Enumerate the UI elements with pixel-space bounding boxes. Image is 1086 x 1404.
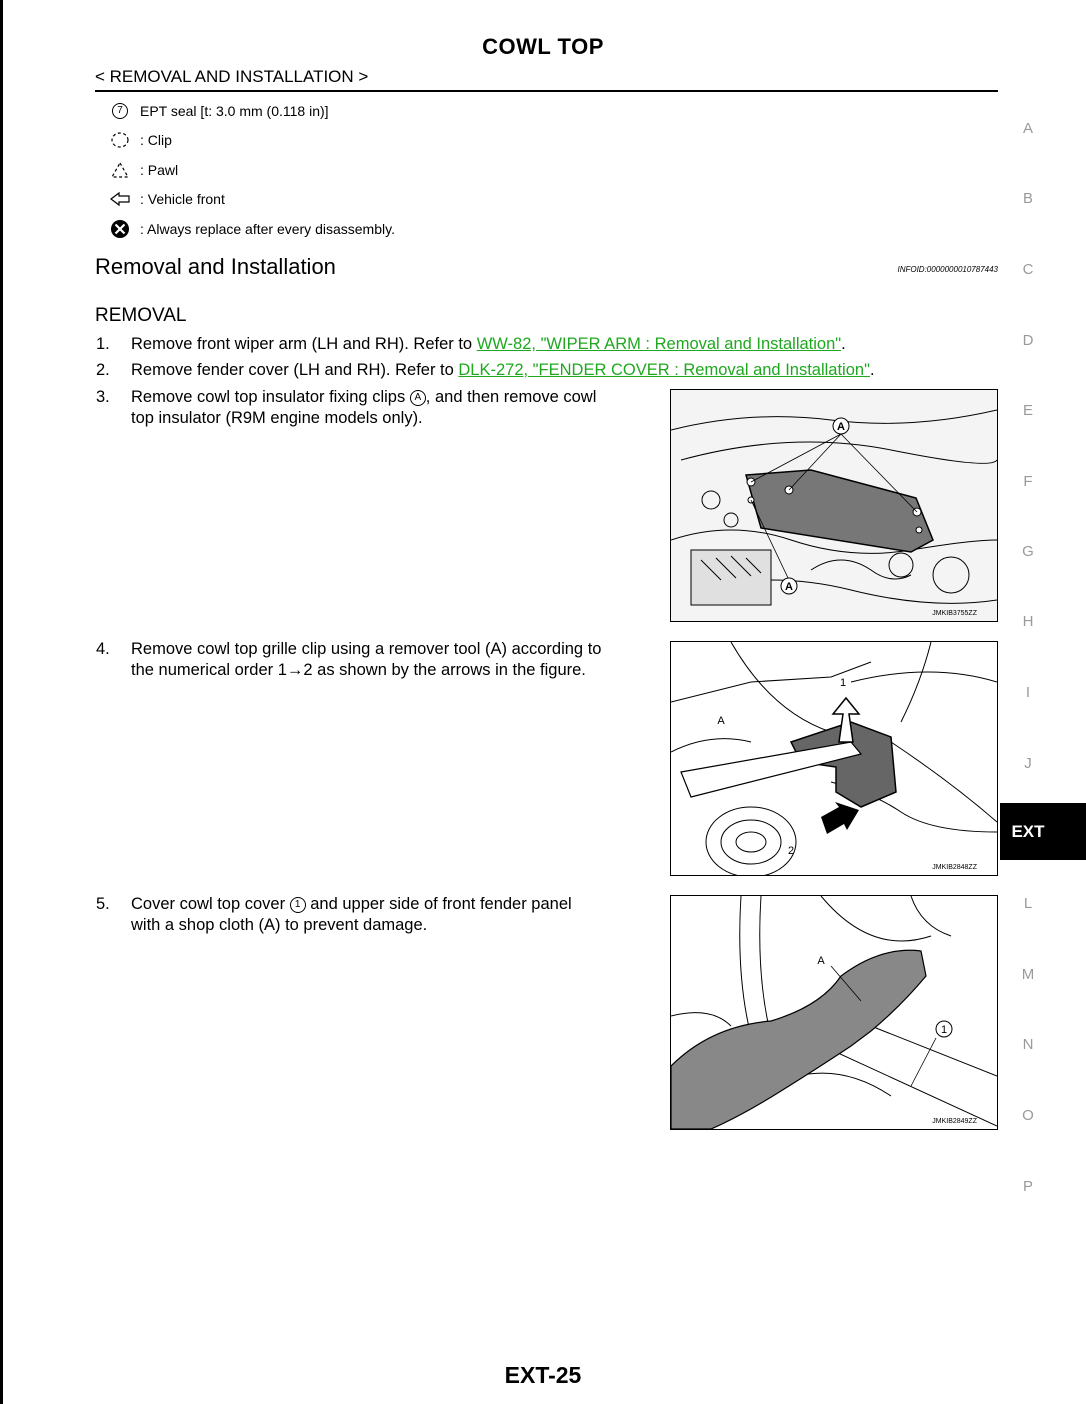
sidebar-letter-f[interactable]: F <box>1023 473 1033 490</box>
pawl-icon <box>108 160 132 180</box>
legend-text: : Always replace after every disassembly. <box>140 221 395 237</box>
vehicle-front-arrow-icon <box>108 189 132 209</box>
circled-number-7-icon: 7 <box>108 101 132 121</box>
step-3: 3. Remove cowl top insulator fixing clips A , and then remove cowl top insulator (R9M engine models only). <box>96 388 597 427</box>
figure-cowl-insulator <box>670 389 998 622</box>
figure-label: A <box>785 581 793 593</box>
sidebar-letter-b[interactable]: B <box>1022 190 1033 207</box>
figure-label: 2 <box>787 845 795 857</box>
header-rule <box>95 90 998 92</box>
sidebar-letter-d[interactable]: D <box>1022 332 1034 349</box>
sidebar-letter-l[interactable]: L <box>1023 895 1033 912</box>
legend-item-always-replace <box>108 219 395 239</box>
legend-item-vehicle-front <box>108 189 225 209</box>
legend-text: : Clip <box>140 132 172 148</box>
figure-label: 1 <box>940 1024 948 1036</box>
figure-label: 1 <box>839 677 847 689</box>
legend-text: : Vehicle front <box>140 191 225 207</box>
figure-label: A <box>717 715 725 727</box>
circled-letter-a-icon: A <box>410 390 426 406</box>
legend-text: EPT seal [t: 3.0 mm (0.118 in)] <box>140 103 329 119</box>
sidebar-letter-g[interactable]: G <box>1022 543 1034 560</box>
page-title: COWL TOP <box>482 34 604 59</box>
clip-icon <box>108 130 132 150</box>
sidebar-letter-m[interactable]: M <box>1021 966 1035 983</box>
section-heading: Removal and Installation <box>95 254 336 279</box>
sidebar-letter-e[interactable]: E <box>1022 402 1033 419</box>
figure-id: JMKIB2848ZZ <box>932 864 977 871</box>
page-number: EXT-25 <box>504 1362 582 1388</box>
legend-item-clip <box>108 130 172 150</box>
figure-shop-cloth <box>670 895 998 1130</box>
sidebar-letter-c[interactable]: C <box>1022 261 1034 278</box>
always-replace-icon <box>108 219 132 239</box>
page-left-border <box>0 0 3 1404</box>
sidebar-tab-ext[interactable]: EXT <box>1000 803 1086 860</box>
link-fender-cover[interactable]: DLK-272, "FENDER COVER : Removal and Installation" <box>458 361 870 379</box>
figure-id: JMKIB3755ZZ <box>932 610 977 617</box>
circled-number-1-icon: 1 <box>290 897 306 913</box>
sidebar-letter-p[interactable]: P <box>1022 1178 1033 1195</box>
sidebar-letter-n[interactable]: N <box>1022 1036 1034 1053</box>
legend-item-ept-seal <box>108 101 329 121</box>
figure-label: A <box>817 955 825 967</box>
sidebar-letter-i[interactable]: I <box>1025 684 1031 701</box>
subheading: REMOVAL <box>95 305 187 326</box>
sidebar-letter-o[interactable]: O <box>1022 1107 1034 1124</box>
figure-id: JMKIB2849ZZ <box>932 1118 977 1125</box>
info-id: INFOID:0000000010787443 <box>897 265 998 274</box>
figure-grille-clip <box>670 641 998 876</box>
link-wiper-arm[interactable]: WW-82, "WIPER ARM : Removal and Installation" <box>476 335 842 353</box>
legend-item-pawl <box>108 160 178 180</box>
figure-label: A <box>837 421 845 433</box>
sidebar-letter-h[interactable]: H <box>1022 613 1034 630</box>
legend-text: : Pawl <box>140 162 179 178</box>
section-header: < REMOVAL AND INSTALLATION > <box>95 67 369 86</box>
sidebar-letter-j[interactable]: J <box>1024 755 1032 772</box>
sidebar-letter-a[interactable]: A <box>1022 120 1033 137</box>
